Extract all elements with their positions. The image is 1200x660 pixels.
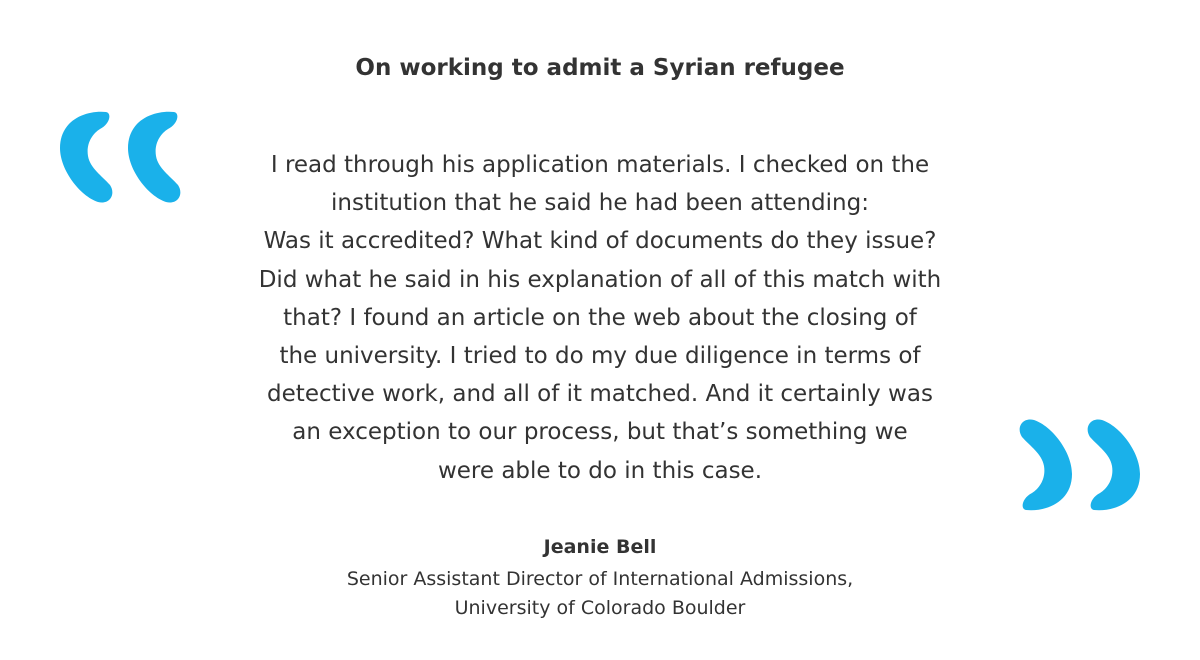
quote-line: the university. I tried to do my due diligence in terms of [279,343,921,370]
quote-line: Was it accredited? What kind of documents do they issue? [263,228,937,255]
quote-line: Did what he said in his explanation of all of this match with [258,266,942,293]
attribution-title-line: Senior Assistant Director of International Admissions, [346,568,854,590]
close-quote-icon [1016,416,1144,516]
attribution-title-line: University of Colorado Boulder [454,597,746,619]
quote-line: detective work, and all of it matched. And it certainly was [267,381,933,408]
quote-line: were able to do in this case. [437,457,763,484]
close-quote-right-glyph [1020,419,1072,510]
quote-line: an exception to our process, but that’s something we [292,419,908,446]
page-title: On working to admit a Syrian refugee [355,55,845,81]
quote-line: I read through his application materials. I checked on the [270,152,930,178]
quote-line: institution that he said he had been attending: [331,190,869,217]
quote-line: that? I found an article on the web about the closing of [283,304,917,331]
attribution-title [0,565,1200,623]
quote-text [150,146,1050,490]
close-quote-left-glyph [1088,419,1140,510]
open-quote-left-glyph [60,112,112,203]
attribution-name: Jeanie Bell [543,536,657,558]
